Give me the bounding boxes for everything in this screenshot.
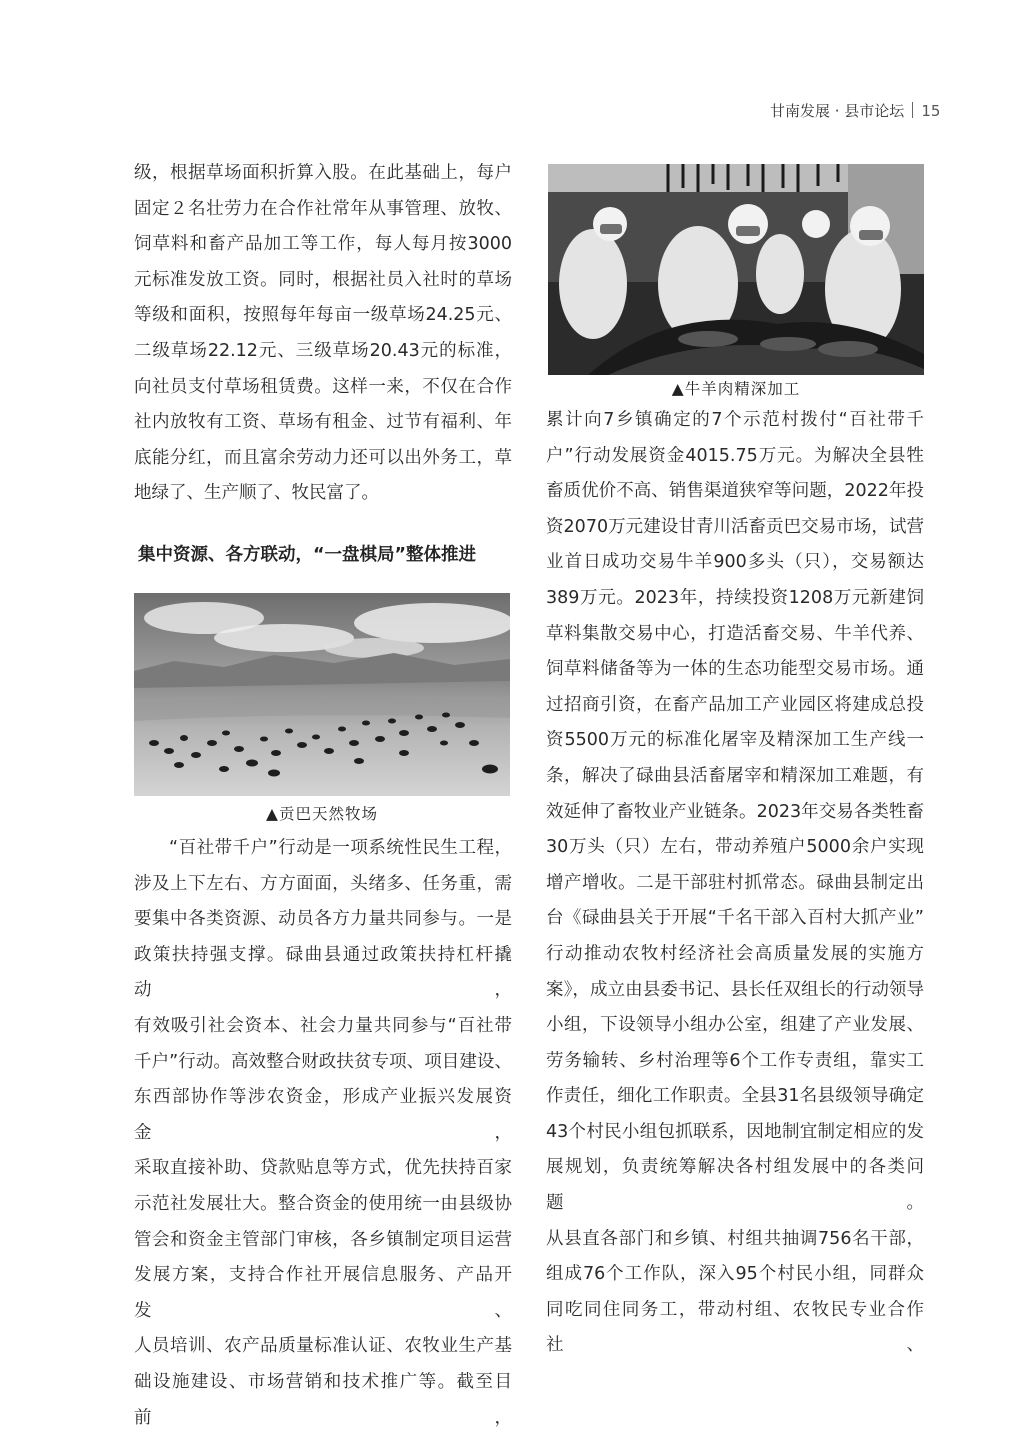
page-header: [770, 100, 970, 124]
text-line: 管会和资金主管部门审核，各乡镇制定项目运营: [134, 1229, 512, 1250]
text-line: 从县直各部门和乡镇、村组共抽调756名干部，: [546, 1228, 924, 1249]
text-line: 组成76个工作队，深入95个村民小组，同群众: [546, 1264, 924, 1285]
text-line: 础设施建设、市场营销和技术推广等。截至目前，: [134, 1371, 512, 1428]
text-line: 案》，成立由县委书记、县长任双组长的行动领导: [546, 979, 924, 1000]
left-column-bottom: [134, 831, 512, 1436]
right-column: [546, 403, 924, 1364]
text-line: 作责任，细化工作职责。全县31名县级领导确定: [546, 1086, 924, 1107]
text-line: 草料集散交易中心，打造活畜交易、牛羊代养、: [546, 623, 924, 644]
text-line: 等级和面积，按照每年每亩一级草场24.25元、: [134, 305, 512, 326]
text-line: 人员培训、农产品质量标准认证、农牧业生产基: [134, 1336, 512, 1357]
text-line: 社内放牧有工资、草场有租金、过节有福利、年: [134, 412, 512, 433]
text-line: 采取直接补助、贷款贴息等方式，优先扶持百家: [134, 1158, 512, 1179]
text-line: 展规划，负责统筹解决各村组发展中的各类问题。: [546, 1157, 924, 1214]
text-line: 43个村民小组包抓联系，因地制宜制定相应的发: [546, 1121, 924, 1142]
text-line: 向社员支付草场租赁费。这样一来，不仅在合作: [134, 376, 512, 397]
text-line: 业首日成功交易牛羊900多头（只），交易额达: [546, 552, 924, 573]
text-line: 累计向7乡镇确定的7个示范村拨付“百社带千: [546, 410, 924, 430]
text-line: 小组，下设领导小组办公室，组建了产业发展、: [546, 1015, 924, 1036]
text-line: “百社带千户”行动是一项系统性民生工程，: [169, 838, 512, 858]
text-line: 发展方案，支持合作社开展信息服务、产品开发、: [134, 1265, 512, 1321]
text-line: 过招商引资，在畜产品加工产业园区将建成总投: [546, 694, 924, 715]
text-line: 元标准发放工资。同时，根据社员入社时的草场: [134, 269, 512, 290]
text-line: 效延伸了畜牧业产业链条。2023年交易各类牲畜: [546, 801, 924, 822]
header-divider: [912, 102, 913, 118]
text-line: 固定２名壮劳力在合作社常年从事管理、放牧、: [134, 198, 512, 219]
left-column-top: [134, 156, 512, 512]
text-line: 行动推动农牧村经济社会高质量发展的实施方: [546, 943, 924, 964]
text-line: 要集中各类资源、动员各方力量共同参与。一是: [134, 909, 512, 930]
text-line: 饲草料储备等为一体的生态功能型交易市场。通: [546, 659, 924, 680]
text-line: 同吃同住同务工，带动村组、农牧民专业合作社、: [546, 1299, 924, 1356]
text-line: 资5500万元的标准化屠宰及精深加工生产线一: [546, 730, 924, 751]
text-line: 二级草场22.12元、三级草场20.43元的标准，: [134, 340, 512, 361]
text-line: 30万头（只）左右，带动养殖户5000余户实现: [546, 837, 924, 858]
text-line: 涉及上下左右、方方面面，头绪多、任务重，需: [134, 873, 512, 894]
text-line: 劳务输转、乡村治理等6个工作专责组，靠实工: [546, 1050, 924, 1071]
text-line: 有效吸引社会资本、社会力量共同参与“百社带: [134, 1015, 512, 1036]
text-line: 地绿了、生产顺了、牧民富了。: [134, 483, 379, 504]
pasture-photo-caption: ▲贡巴天然牧场: [266, 805, 378, 823]
text-line: 政策扶持强支撑。碌曲县通过政策扶持杠杆撬动，: [134, 944, 512, 1001]
text-line: 畜质优价不高、销售渠道狭窄等问题，2022年投: [546, 481, 924, 502]
text-line: 条，解决了碌曲县活畜屠宰和精深加工难题，有: [546, 765, 924, 786]
section-subheading: 集中资源、各方联动，“一盘棋局”整体推进: [138, 545, 477, 565]
page-number: 15: [921, 102, 941, 120]
meat-processing-photo-caption: ▲牛羊肉精深加工: [671, 380, 801, 398]
text-line: 增产增收。二是干部驻村抓常态。碌曲县制定出: [546, 872, 924, 893]
text-line: 示范社发展壮大。整合资金的使用统一由县级协: [134, 1193, 512, 1214]
text-line: 级，根据草场面积折算入股。在此基础上，每户: [134, 163, 512, 183]
text-line: 饲草料和畜产品加工等工作，每人每月按3000: [134, 234, 512, 255]
section-title: 甘南发展 · 县市论坛: [770, 102, 905, 120]
text-line: 资2070万元建设甘青川活畜贡巴交易市场，试营: [546, 516, 924, 537]
text-line: 389万元。2023年，持续投资1208万元新建饲: [546, 587, 924, 608]
meat-processing-photo: [548, 164, 924, 375]
text-line: 户”行动发展资金4015.75万元。为解决全县牲: [546, 445, 924, 466]
text-line: 底能分红，而且富余劳动力还可以出外务工，草: [134, 447, 512, 468]
pasture-photo: [134, 593, 510, 796]
text-line: 台《碌曲县关于开展“千名干部入百村大抓产业”: [546, 908, 924, 929]
text-line: 东西部协作等涉农资金，形成产业振兴发展资金，: [134, 1087, 512, 1143]
text-line: 千户”行动。高效整合财政扶贫专项、项目建设、: [134, 1051, 512, 1072]
